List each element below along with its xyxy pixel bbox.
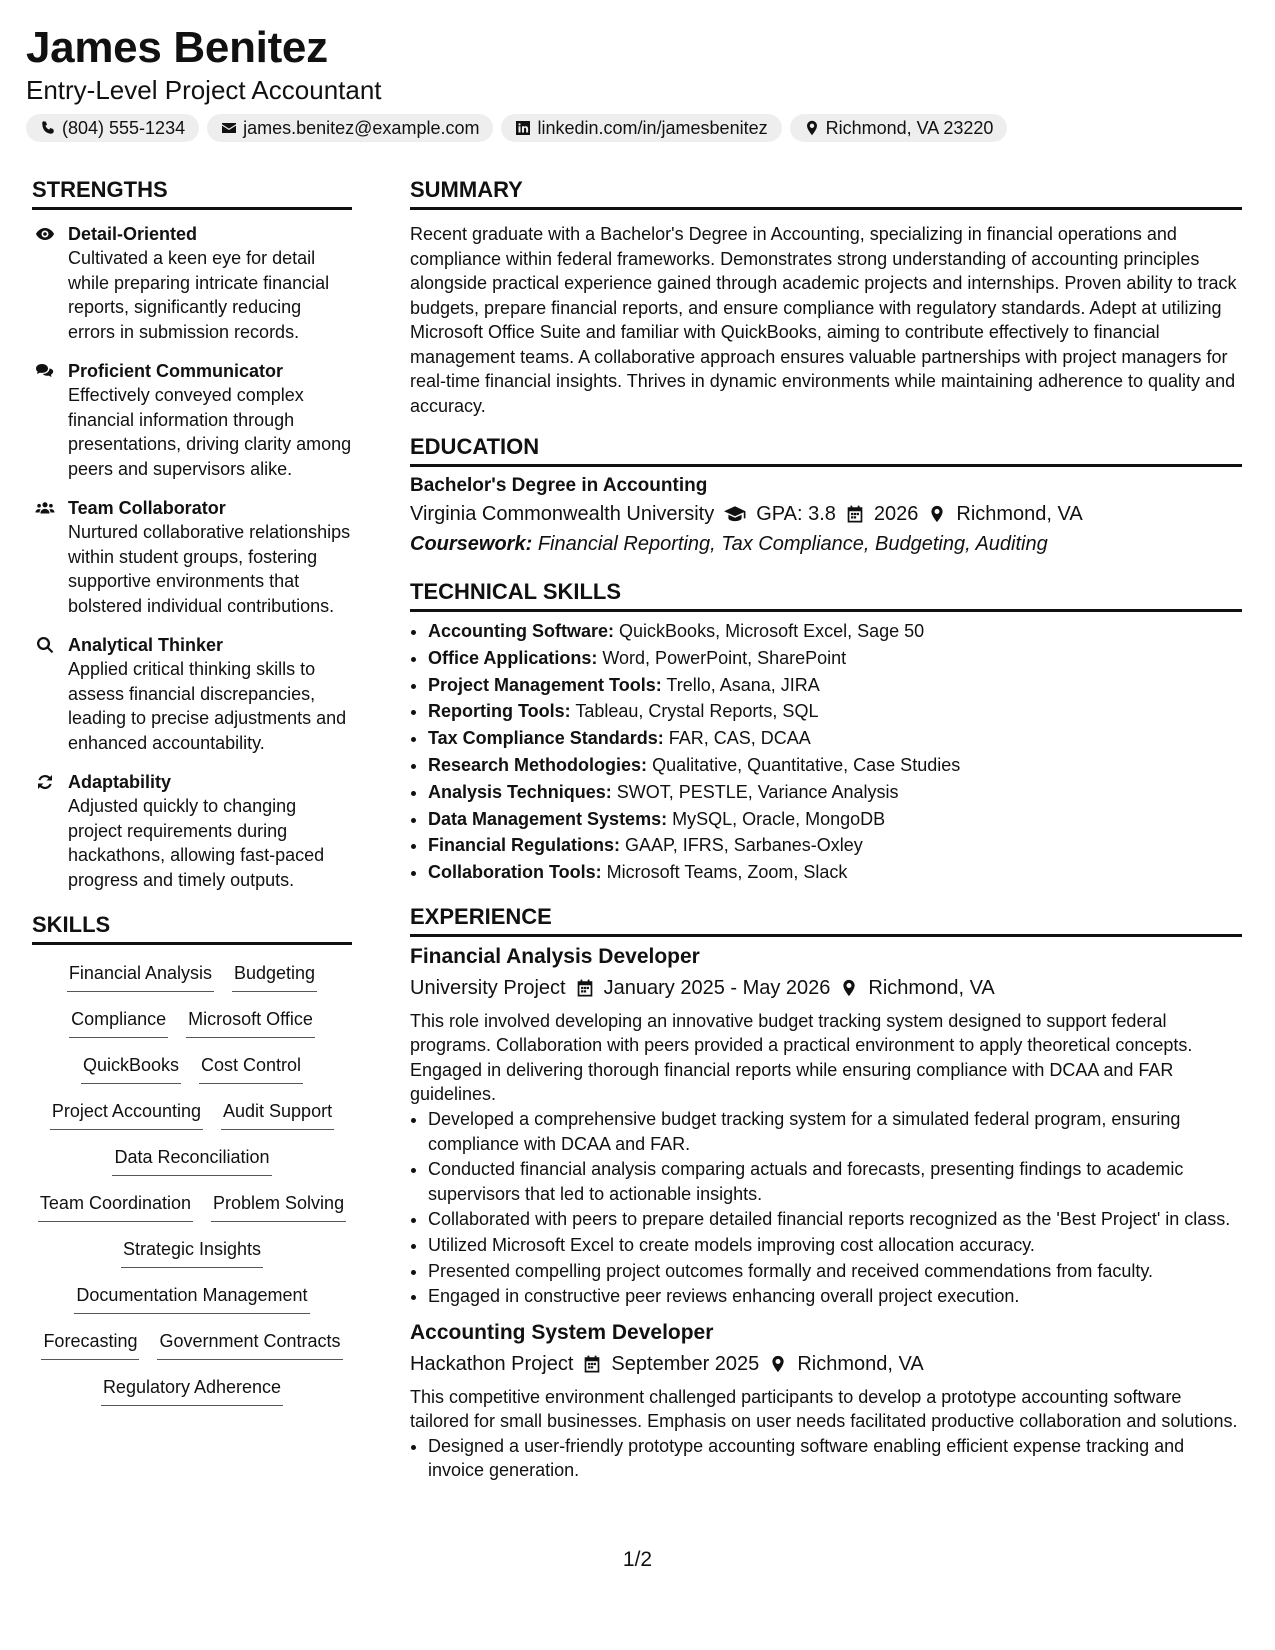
skills-tag-list — [32, 959, 352, 1419]
contact-location-text: Richmond, VA 23220 — [825, 117, 994, 138]
job-dates: January 2025 - May 2026 — [603, 976, 831, 999]
right-column — [410, 175, 1242, 1484]
list-item: • Tax Compliance Standards: FAR, CAS, DCAA — [428, 725, 1242, 752]
job-organization: Hackathon Project — [410, 1352, 574, 1375]
skill-tag: Government Contracts — [157, 1327, 342, 1360]
list-item: • Accounting Software: QuickBooks, Microsoft Excel, Sage 50 — [428, 618, 1242, 645]
strengths-heading: STRENGTHS — [32, 175, 352, 210]
contact-email[interactable] — [207, 114, 493, 142]
skill-tag: Cost Control — [199, 1051, 303, 1084]
strength-description: Adjusted quickly to changing project requirements during hackathons, allowing fast-paced progress and timely outputs. — [68, 796, 325, 890]
coursework-list: Financial Reporting, Tax Compliance, Budgeting, Auditing — [537, 533, 1048, 555]
list-item: • Analysis Techniques: SWOT, PESTLE, Variance Analysis — [428, 779, 1242, 806]
contact-email-text: james.benitez@example.com — [243, 117, 480, 138]
summary-text: Recent graduate with a Bachelor's Degree in Accounting, specializing in financial operations and compliance within federal frameworks. Demonstrates strong understanding of accounting principles alongside practical experience gained through academic projects and internships. Proven ability to track budgets, prepare financial reports, and ensure compliance with regulatory standards. Adept at utilizing Microsoft Office Suite and familiar with QuickBooks, aiming to contribute effectively to financial management teams. A collaborative approach ensures valuable partnerships with project managers for real-time financial insights. Thrives in dynamic environments while maintaining adherence to quality and accuracy. — [410, 224, 1237, 416]
list-item: • Engaged in constructive peer reviews enhancing overall project execution. — [428, 1284, 1242, 1309]
strength-description: Applied critical thinking skills to assess financial discrepancies, leading to precise adjustments and enhanced accountability. — [68, 659, 347, 753]
skill-tag: Problem Solving — [211, 1189, 346, 1222]
strength-item — [32, 359, 352, 481]
map-pin-icon — [804, 120, 820, 136]
skill-tag: Budgeting — [232, 959, 317, 992]
skill-tag: Project Accounting — [50, 1097, 203, 1130]
skill-tag: Team Coordination — [38, 1189, 193, 1222]
list-item: • Conducted financial analysis comparing actuals and forecasts, presenting findings to academic supervisors that led to actionable insights. — [428, 1157, 1242, 1206]
list-item: • Presented compelling project outcomes formally and received commendations from faculty. — [428, 1259, 1242, 1284]
job-bullets — [410, 1434, 1242, 1483]
contact-location — [790, 114, 1008, 142]
job-organization: University Project — [410, 976, 566, 999]
strength-item — [32, 770, 352, 892]
education-school: Virginia Commonwealth University — [410, 503, 715, 525]
strength-title: Analytical Thinker — [68, 635, 224, 655]
users-icon — [35, 499, 55, 517]
map-pin-icon — [840, 979, 858, 997]
eye-icon — [35, 225, 55, 243]
strength-item — [32, 496, 352, 618]
strength-item — [32, 633, 352, 755]
job-description: This role involved developing an innovative budget tracking system designed to support federal programs. Collaboration with peers provided a practical environment to apply theoretical concepts. Engaged in delivering thorough financial reports while ensuring compliance with DCAA and FAR guidelines. — [410, 1010, 1193, 1105]
skill-tag: Strategic Insights — [121, 1235, 263, 1268]
list-item: • Collaborated with peers to prepare detailed financial reports recognized as the 'Best Project' in class. — [428, 1207, 1242, 1232]
candidate-role: Entry-Level Project Accountant — [26, 75, 382, 105]
phone-icon — [40, 120, 56, 136]
strength-description: Cultivated a keen eye for detail while preparing intricate financial reports, significantly reducing errors in submission records. — [68, 248, 330, 342]
skill-tag: Documentation Management — [74, 1281, 309, 1314]
linkedin-icon — [515, 120, 531, 136]
strength-item — [32, 222, 352, 344]
skill-tag: Financial Analysis — [67, 959, 214, 992]
resume-header — [26, 22, 1249, 142]
skill-tag: Compliance — [69, 1005, 168, 1038]
education-gpa: GPA: 3.8 — [756, 503, 836, 525]
job-title: Accounting System Developer — [410, 1320, 714, 1344]
strength-title: Team Collaborator — [68, 498, 226, 518]
list-item: • Designed a user-friendly prototype accounting software enabling efficient expense tracking and invoice generation. — [428, 1434, 1242, 1483]
list-item: • Office Applications: Word, PowerPoint, SharePoint — [428, 645, 1242, 672]
list-item: • Utilized Microsoft Excel to create models improving cost allocation accuracy. — [428, 1233, 1242, 1258]
education-degree: Bachelor's Degree in Accounting — [410, 475, 708, 496]
contact-bar — [26, 114, 1249, 142]
strength-description: Nurtured collaborative relationships within student groups, fostering supportive environments that bolstered individual contributions. — [68, 522, 351, 616]
list-item: • Developed a comprehensive budget tracking system for a simulated federal program, ensuring compliance with DCAA and FAR. — [428, 1107, 1242, 1156]
summary-heading: SUMMARY — [410, 175, 1242, 210]
experience-entry — [410, 943, 1242, 1309]
skills-heading: SKILLS — [32, 910, 352, 945]
graduation-cap-icon — [724, 505, 746, 523]
contact-phone[interactable] — [26, 114, 199, 142]
calendar-icon — [846, 505, 864, 523]
map-pin-icon — [928, 505, 946, 523]
job-description: This competitive environment challenged participants to develop a prototype accounting software tailored for small businesses. Emphasis on user needs facilitated productive collaboration and solutions. — [410, 1386, 1238, 1432]
contact-phone-text: (804) 555-1234 — [62, 117, 186, 138]
job-meta — [410, 1347, 1242, 1381]
list-item: • Collaboration Tools: Microsoft Teams, Zoom, Slack — [428, 859, 1242, 886]
job-dates: September 2025 — [611, 1352, 760, 1375]
education-year: 2026 — [873, 503, 919, 525]
experience-heading: EXPERIENCE — [410, 902, 1242, 937]
map-pin-icon — [769, 1355, 787, 1373]
calendar-icon — [576, 979, 594, 997]
strength-title: Detail-Oriented — [68, 224, 198, 244]
skill-tag: Audit Support — [221, 1097, 334, 1130]
education-coursework — [410, 529, 1242, 559]
list-item: • Data Management Systems: MySQL, Oracle, MongoDB — [428, 806, 1242, 833]
page-number: 1/2 — [622, 1548, 653, 1571]
job-location: Richmond, VA — [868, 976, 995, 999]
contact-linkedin-text: linkedin.com/in/jamesbenitez — [537, 117, 768, 138]
skill-tag: Forecasting — [41, 1327, 139, 1360]
skill-tag: Microsoft Office — [186, 1005, 315, 1038]
technical-skills-list — [410, 618, 1242, 886]
skill-tag: QuickBooks — [81, 1051, 181, 1084]
job-title: Financial Analysis Developer — [410, 944, 700, 968]
contact-linkedin[interactable] — [501, 114, 781, 142]
education-heading: EDUCATION — [410, 432, 1242, 467]
strength-title: Adaptability — [68, 772, 172, 792]
chat-bubbles-icon — [35, 362, 55, 380]
skill-tag: Data Reconciliation — [112, 1143, 271, 1176]
left-column — [32, 175, 352, 1419]
search-icon — [35, 636, 55, 654]
experience-entry — [410, 1319, 1242, 1483]
technical-skills-heading: TECHNICAL SKILLS — [410, 577, 1242, 612]
sync-icon — [35, 773, 55, 791]
skill-tag: Regulatory Adherence — [101, 1373, 283, 1406]
list-item: • Research Methodologies: Qualitative, Quantitative, Case Studies — [428, 752, 1242, 779]
candidate-name: James Benitez — [26, 23, 328, 72]
education-meta — [410, 499, 1242, 529]
education-location: Richmond, VA — [956, 503, 1083, 525]
coursework-label: Coursework: — [410, 533, 533, 555]
calendar-icon — [583, 1355, 601, 1373]
job-meta — [410, 971, 1242, 1005]
strength-description: Effectively conveyed complex financial information through presentations, driving clarity among peers and supervisors alike. — [68, 385, 352, 479]
list-item: • Reporting Tools: Tableau, Crystal Reports, SQL — [428, 698, 1242, 725]
job-bullets — [410, 1107, 1242, 1309]
list-item: • Project Management Tools: Trello, Asana, JIRA — [428, 672, 1242, 699]
strength-title: Proficient Communicator — [68, 361, 284, 381]
envelope-icon — [221, 120, 237, 136]
job-location: Richmond, VA — [797, 1352, 924, 1375]
list-item: • Financial Regulations: GAAP, IFRS, Sarbanes-Oxley — [428, 832, 1242, 859]
